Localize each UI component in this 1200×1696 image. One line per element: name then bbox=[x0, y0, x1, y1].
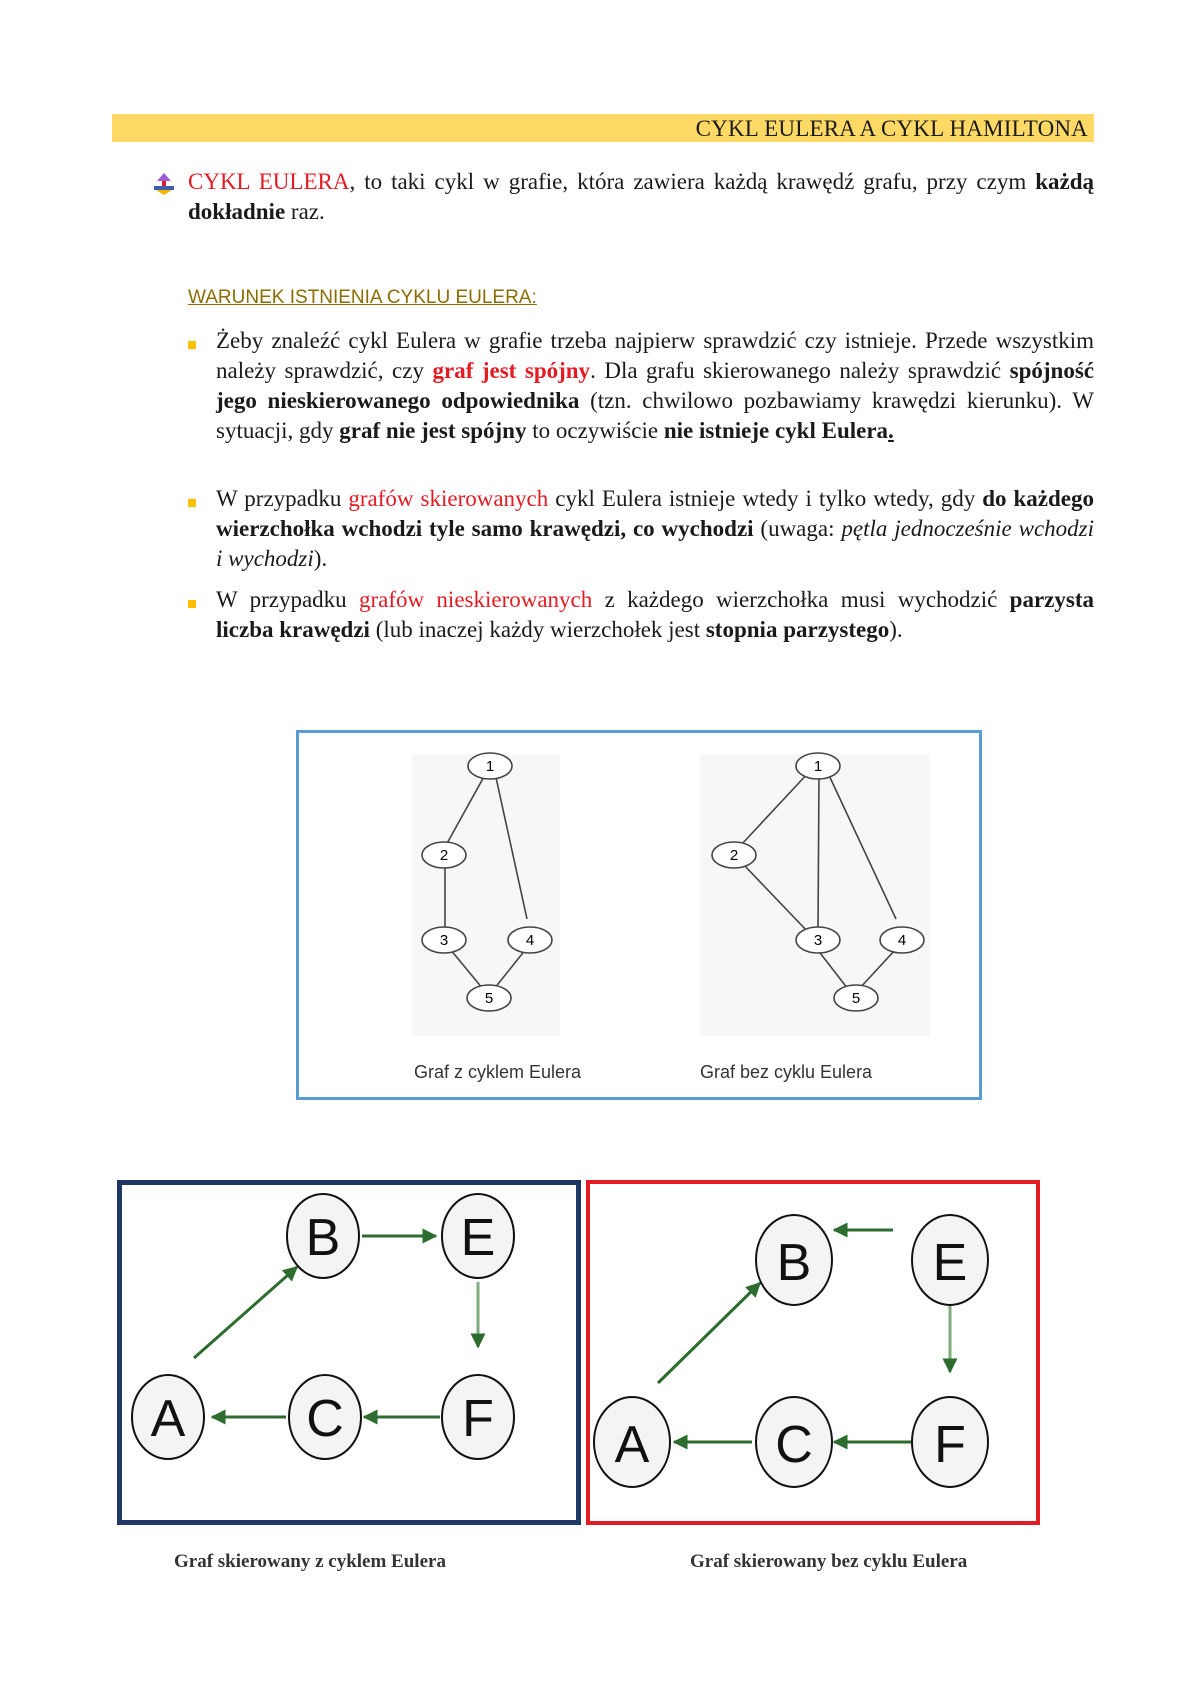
directed-graphs-svg bbox=[0, 1180, 1200, 1525]
intro-paragraph bbox=[188, 167, 1094, 227]
square-bullet-icon bbox=[188, 341, 196, 349]
node-label: F bbox=[462, 1390, 494, 1448]
highlight-text: grafów nieskierowanych bbox=[358, 587, 593, 612]
node-label: 5 bbox=[484, 990, 494, 1007]
figure-caption: Graf skierowany z cyklem Eulera bbox=[174, 1551, 446, 1572]
node-label: B bbox=[305, 1209, 341, 1267]
bullet-paragraph: Żeby znaleźć cykl Eulera w grafie trzeba najpierw sprawdzić czy istnieje. Przede wszystkim należy sprawdzić, czy graf jest spójny. Dla grafu skierowanego należy sprawdzić spójność jego nieskierowanego odpowiednika (tzn. chwilowo pozbawiamy krawędzi kierunku). W sytuacji, gdy graf nie jest spójny to oczywiście nie istnieje cykl Eulera. bbox=[216, 328, 1094, 443]
node-label: E bbox=[460, 1209, 496, 1267]
section-heading: WARUNEK ISTNIENIA CYKLU EULERA: bbox=[188, 287, 537, 308]
node-label: 1 bbox=[813, 758, 823, 775]
node-label: C bbox=[306, 1390, 344, 1448]
node-label: 1 bbox=[485, 758, 495, 775]
square-bullet-icon bbox=[188, 499, 196, 507]
square-bullet-icon bbox=[188, 600, 196, 608]
node-label: E bbox=[932, 1234, 968, 1292]
figure-caption: Graf z cyklem Eulera bbox=[414, 1062, 582, 1082]
figure-caption: Graf bez cyklu Eulera bbox=[700, 1062, 873, 1082]
intro-text: , to taki cykl w grafie, która zawiera każdą krawędź grafu, przy czym bbox=[349, 169, 1036, 194]
undirected-graphs-svg bbox=[296, 730, 982, 1100]
node-label: F bbox=[934, 1416, 966, 1474]
node-label: 3 bbox=[439, 932, 449, 949]
node-label: 2 bbox=[439, 847, 449, 864]
highlight-text: grafów skierowanych bbox=[348, 486, 549, 511]
intro-text-end: raz. bbox=[285, 199, 325, 224]
node-label: 5 bbox=[851, 990, 861, 1007]
intro-bold: każdą dokładnie bbox=[188, 169, 1094, 224]
highlight-text: graf jest spójny bbox=[432, 358, 591, 383]
node-label: 4 bbox=[525, 932, 535, 949]
figure-caption: Graf skierowany bez cyklu Eulera bbox=[690, 1551, 968, 1572]
node-label: 4 bbox=[897, 932, 907, 949]
node-label: C bbox=[775, 1416, 813, 1474]
node-label: A bbox=[614, 1416, 650, 1474]
node-label: A bbox=[150, 1390, 186, 1448]
node-label: 3 bbox=[813, 932, 823, 949]
intro-term: CYKL EULERA bbox=[188, 169, 350, 194]
node-label: B bbox=[776, 1234, 812, 1292]
node-label: 2 bbox=[729, 847, 739, 864]
page-title: CYKL EULERA A CYKL HAMILTONA bbox=[695, 116, 1088, 141]
bullet-paragraph: W przypadku grafów nieskierowanych z każdego wierzchołka musi wychodzić parzysta liczba krawędzi (lub inaczej każdy wierzchołek jest stopnia parzystego). bbox=[216, 587, 1094, 642]
bullet-paragraph: W przypadku grafów skierowanych cykl Eulera istnieje wtedy i tylko wtedy, gdy do każdego wierzchołka wchodzi tyle samo krawędzi, co wychodzi (uwaga: pętla jednocześnie wchodzi i wychodzi). bbox=[216, 486, 1095, 571]
arrow-bullet-icon bbox=[153, 173, 175, 195]
